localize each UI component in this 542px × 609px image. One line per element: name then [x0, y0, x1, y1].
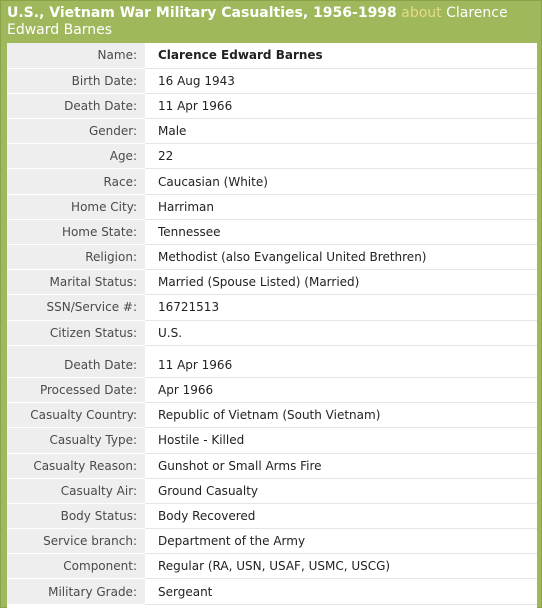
field-label: Birth Date: [7, 68, 145, 93]
casualty-details [7, 352, 537, 604]
field-label: Age: [7, 144, 145, 169]
section-spacer [7, 345, 537, 352]
field-label: Component: [7, 554, 145, 579]
field-label: Marital Status: [7, 270, 145, 295]
field-label: Home City: [7, 194, 145, 219]
about-label: about [401, 5, 442, 21]
table-row [7, 194, 537, 219]
field-value: Clarence Edward Barnes [145, 43, 537, 68]
table-row [7, 144, 537, 169]
field-value: Body Recovered [145, 503, 537, 528]
table-row [7, 453, 537, 478]
field-label: Race: [7, 169, 145, 194]
field-label: Casualty Reason: [7, 453, 145, 478]
table-row [7, 219, 537, 244]
table-row [7, 68, 537, 93]
field-value: Harriman [145, 194, 537, 219]
field-label: SSN/Service #: [7, 295, 145, 320]
record-details [7, 43, 537, 609]
table-row [7, 295, 537, 320]
field-label: Casualty Type: [7, 428, 145, 453]
field-value: Gunshot or Small Arms Fire [145, 453, 537, 478]
table-row [7, 320, 537, 345]
field-label: Body Status: [7, 503, 145, 528]
field-label: Name: [7, 43, 145, 68]
field-label: Casualty Country: [7, 403, 145, 428]
table-row [7, 119, 537, 144]
field-label: Citizen Status: [7, 320, 145, 345]
person-name-link[interactable]: Clarence Edward Barnes [7, 5, 508, 38]
field-value: Tennessee [145, 219, 537, 244]
table-row [7, 377, 537, 402]
table-row [7, 93, 537, 118]
table-row [7, 428, 537, 453]
field-value: 11 Apr 1966 [145, 352, 537, 377]
field-label: Service branch: [7, 529, 145, 554]
field-value: 11 Apr 1966 [145, 93, 537, 118]
field-value: Ground Casualty [145, 478, 537, 503]
table-row [7, 169, 537, 194]
spacer-row [7, 345, 537, 352]
field-label: Processed Date: [7, 377, 145, 402]
details-table [7, 43, 537, 605]
field-value: 16 Aug 1943 [145, 68, 537, 93]
table-row [7, 245, 537, 270]
collection-title[interactable]: U.S., Vietnam War Military Casualties, 1956-1998 [7, 5, 397, 21]
spacer-cell [145, 345, 537, 352]
table-row [7, 503, 537, 528]
field-value: 22 [145, 144, 537, 169]
table-row [7, 554, 537, 579]
field-value: Caucasian (White) [145, 169, 537, 194]
field-value: Methodist (also Evangelical United Brethren) [145, 245, 537, 270]
field-value: Married (Spouse Listed) (Married) [145, 270, 537, 295]
field-label: Military Grade: [7, 579, 145, 604]
field-value: Regular (RA, USN, USAF, USMC, USCG) [145, 554, 537, 579]
field-label: Home State: [7, 219, 145, 244]
field-value: Hostile - Killed [145, 428, 537, 453]
field-label: Gender: [7, 119, 145, 144]
field-value: Department of the Army [145, 529, 537, 554]
field-value: Sergeant [145, 579, 537, 604]
field-label: Religion: [7, 245, 145, 270]
field-value: U.S. [145, 320, 537, 345]
record-header [1, 1, 541, 41]
table-row [7, 529, 537, 554]
field-label: Death Date: [7, 93, 145, 118]
personal-details [7, 43, 537, 345]
table-row [7, 579, 537, 604]
spacer-cell [7, 345, 145, 352]
field-value: Male [145, 119, 537, 144]
table-row [7, 270, 537, 295]
table-row [7, 352, 537, 377]
field-label: Death Date: [7, 352, 145, 377]
field-value: 16721513 [145, 295, 537, 320]
table-row [7, 403, 537, 428]
field-value: Republic of Vietnam (South Vietnam) [145, 403, 537, 428]
table-row [7, 478, 537, 503]
field-label: Casualty Air: [7, 478, 145, 503]
table-row [7, 43, 537, 68]
field-value: Apr 1966 [145, 377, 537, 402]
